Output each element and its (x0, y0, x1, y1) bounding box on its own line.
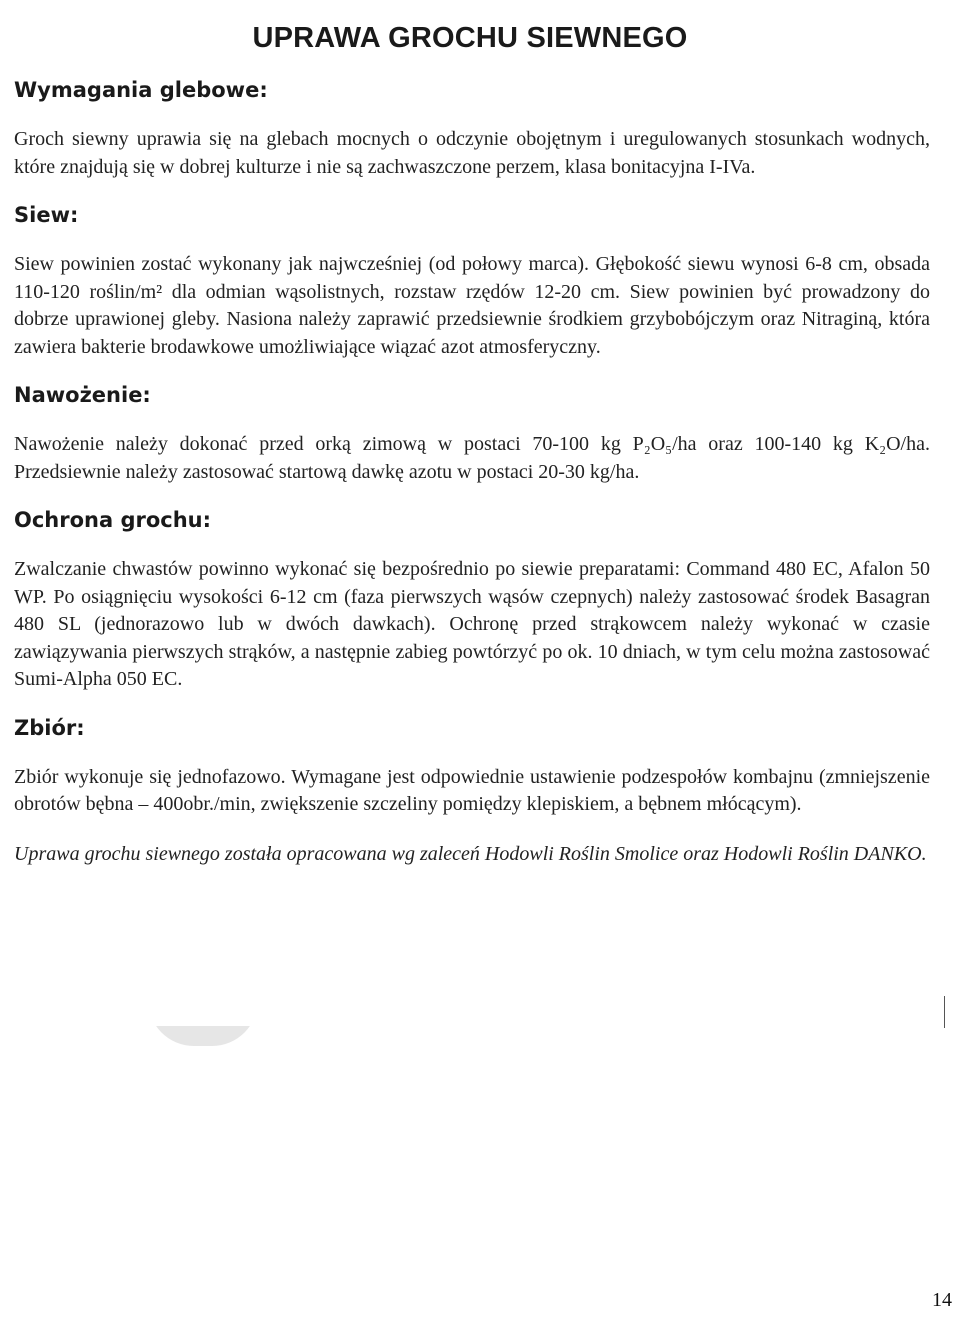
section-heading: Zbiór: (14, 715, 85, 740)
section-text: Siew powinien zostać wykonany jak najwcześniej (od połowy marca). Głębokość siewu wynosi 6-8 cm, obsada 110-120 roślin/m² dla odmian wąsolistnych, rozstaw rzędów 12-20 cm. Siew powinien być prowadzony do dobrze uprawionej gleby. Nasiona należy zaprawić przedsiewnie środkiem grzybobójczym oraz Nitraginą, która zawiera bakterie brodawkowe umożliwiające wiązać azot atmosferyczny. (14, 253, 930, 358)
section-fertilization (14, 383, 930, 486)
section-soil (14, 78, 930, 181)
document-body (14, 78, 930, 868)
section-text: Zwalczanie chwastów powinno wykonać się bezpośrednio po siewie preparatami: Command 480 EC, Afalon 50 WP. Po osiągnięciu wysokości 6-12 cm (faza pierwszych wąsów czepnych) należy zastosować środek Basagran 480 SL (jednorazowo lub w dwóch dawkach). Ochronę przed strąkowcem należy wykonać w czasie zawiązywania pierwszych strąków, a następnie zabieg powtórzyć po ok. 10 dniach, w tym celu można zastosować Sumi-Alpha 050 EC. (14, 558, 930, 690)
document-title: UPRAWA GROCHU SIEWNEGO (252, 22, 688, 54)
section-heading: Siew: (14, 203, 79, 227)
source-note: Uprawa grochu siewnego została opracowana wg zaleceń Hodowli Roślin Smolice oraz Hodowli Roślin DANKO. (14, 842, 927, 865)
decorative-divider (944, 996, 945, 1028)
page-number: 14 (932, 1289, 952, 1311)
section-heading: Wymagania glebowe: (14, 78, 268, 102)
section-text: Zbiór wykonuje się jednofazowo. Wymagane jest odpowiednie ustawienie podzespołów kombajnu (zmniejszenie obrotów bębna – 400obr./min, zwiększenie szczeliny pomiędzy klepiskiem, a bębnem młócącym). (14, 765, 930, 815)
decorative-shape-mask (148, 1000, 258, 1026)
section-harvest (14, 716, 930, 819)
section-text: Nawożenie należy dokonać przed orką zimową w postaci 70-100 kg P₂O₅/ha oraz 100-140 kg K₂O/ha. Przedsiewnie należy zastosować startową dawkę azotu w postaci 20-30 kg/ha. (14, 433, 930, 483)
section-sowing (14, 203, 930, 361)
section-heading: Ochrona grochu: (14, 508, 212, 532)
section-protection (14, 508, 930, 694)
section-text: Groch siewny uprawia się na glebach mocnych o odczynie obojętnym i uregulowanych stosunkach wodnych, które znajdują się w dobrej kulturze i nie są zachwaszczone perzem, klasa bonitacyjna I-IVa. (14, 128, 930, 178)
section-heading: Nawożenie: (14, 383, 151, 407)
